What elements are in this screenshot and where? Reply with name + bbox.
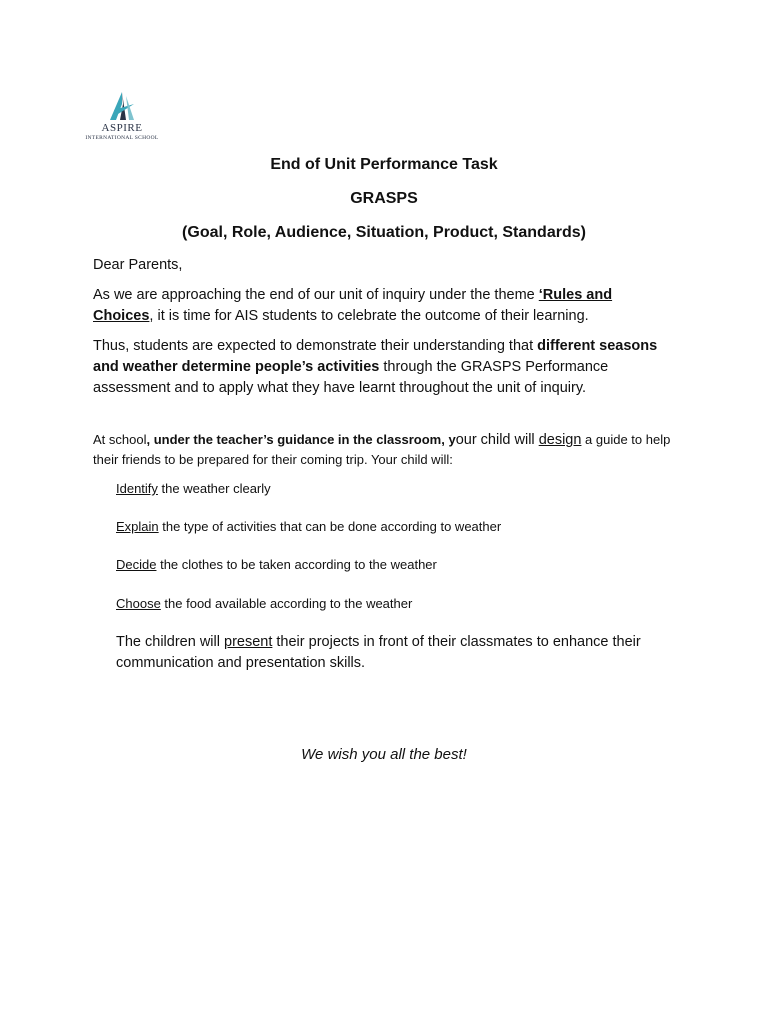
task-intro-text-3: a guide to help their friends to be prepared for their coming trip. Your child will: <box>93 432 671 467</box>
presentation-text-end: their projects in front of their classmates to enhance their communication and presentation skills. <box>116 634 641 671</box>
expectations-text-end: through the GRASPS Performance assessment and to apply what they have learnt throughout the unit of inquiry. <box>93 359 609 396</box>
task-intro-text-2: our child will <box>455 432 539 448</box>
task-verb: Explain <box>116 519 159 534</box>
subtitle-expansion: (Goal, Role, Audience, Situation, Product, Standards) <box>182 224 586 241</box>
paragraph-presentation <box>116 632 676 674</box>
greeting: Dear Parents, <box>93 257 183 273</box>
task-text: the food available according to the weather <box>160 596 413 611</box>
paragraph-task-intro <box>93 430 673 470</box>
task-item <box>116 480 676 498</box>
intro-text: As we are approaching the end of our unit of inquiry under the theme <box>93 287 539 303</box>
closing-message: We wish you all the best! <box>301 746 467 763</box>
task-verb: Decide <box>116 557 157 572</box>
task-verb: Choose <box>116 596 161 611</box>
task-intro-text-1: At school <box>93 432 147 447</box>
task-text: the clothes to be taken according to the weather <box>156 557 437 572</box>
task-intro-bold: , under the teacher’s guidance in the classroom, y <box>146 432 456 447</box>
aspire-logo-icon <box>104 90 140 122</box>
page-subtitle: GRASPS <box>350 190 418 207</box>
task-item <box>116 595 676 613</box>
page-title: End of Unit Performance Task <box>270 156 498 173</box>
expectations-key-concept: different seasons and weather determine people’s activities <box>93 338 658 375</box>
logo-name: ASPIRE <box>101 122 143 134</box>
intro-text-end: , it is time for AIS students to celebrate the outcome of their learning. <box>149 308 589 324</box>
task-verb: Identify <box>116 481 158 496</box>
theme-name: ‘Rules and Choices <box>93 287 613 324</box>
school-logo <box>80 88 170 144</box>
presentation-text: The children will <box>116 634 224 650</box>
task-item <box>116 518 676 536</box>
task-text: the weather clearly <box>157 481 271 496</box>
paragraph-intro <box>93 285 673 327</box>
paragraph-expectations <box>93 336 673 399</box>
task-item <box>116 556 676 574</box>
expectations-text: Thus, students are expected to demonstrate their understanding that <box>93 338 538 354</box>
task-text: the type of activities that can be done according to weather <box>158 519 502 534</box>
task-intro-verb: design <box>538 432 582 448</box>
presentation-verb: present <box>224 634 273 650</box>
logo-subtitle: INTERNATIONAL SCHOOL <box>85 135 159 141</box>
